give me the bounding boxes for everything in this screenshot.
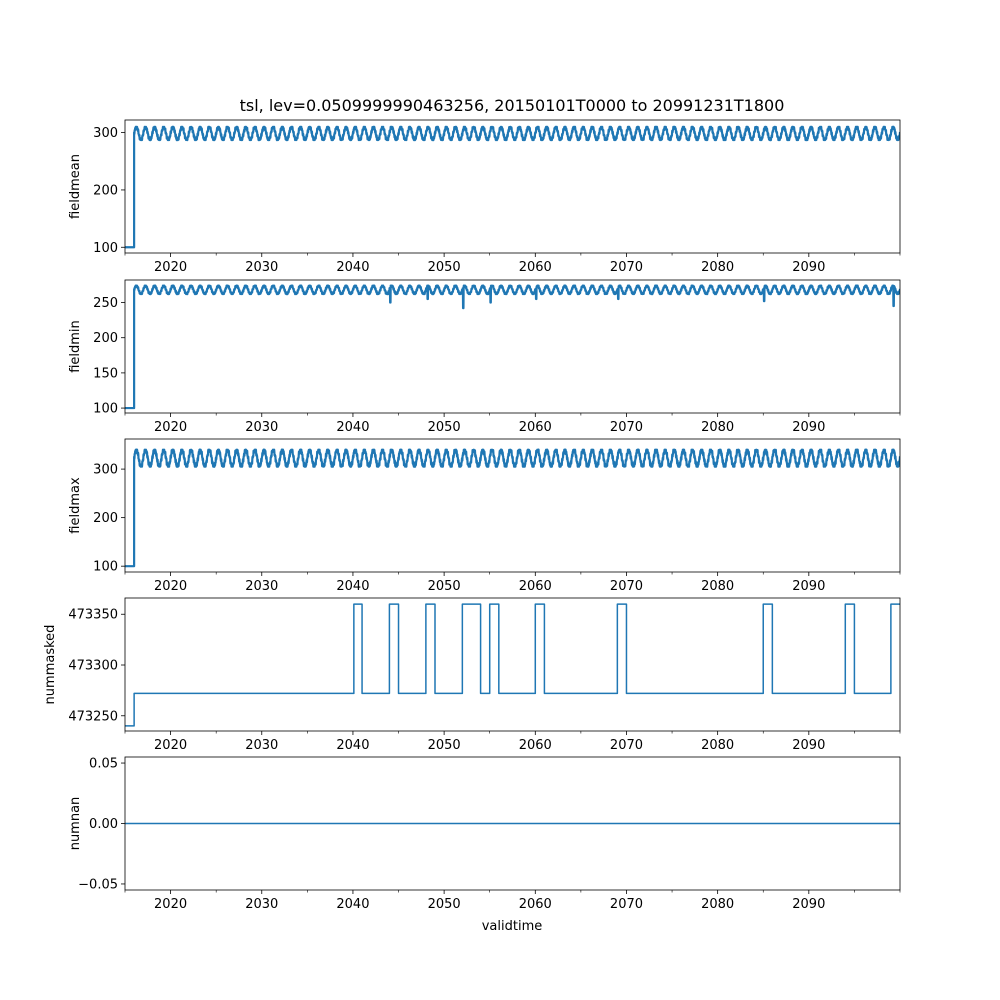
- x-tick-label: 2040: [336, 738, 370, 753]
- panel-fieldmin: [68, 280, 900, 435]
- x-tick-label: 2040: [336, 260, 370, 275]
- x-tick-label: 2050: [427, 260, 461, 275]
- x-tick-label: 2020: [154, 897, 188, 912]
- x-tick-label: 2040: [336, 420, 370, 435]
- x-tick-label: 2080: [701, 579, 735, 594]
- x-tick-label: 2080: [701, 260, 735, 275]
- y-axis-label-numnan: numnan: [68, 796, 83, 851]
- panel-fieldmax: [68, 439, 900, 594]
- x-tick-label: 2050: [427, 738, 461, 753]
- y-tick-label: 473300: [68, 658, 118, 674]
- y-tick-label: 300: [93, 126, 118, 142]
- x-tick-label: 2020: [154, 260, 188, 275]
- x-tick-label: 2050: [427, 420, 461, 435]
- y-tick-label: 300: [93, 462, 118, 478]
- plot-area-fieldmax: [125, 450, 900, 566]
- x-tick-label: 2080: [701, 738, 735, 753]
- x-tick-label: 2080: [701, 420, 735, 435]
- x-tick-label: 2060: [518, 420, 552, 435]
- y-tick-label: 200: [93, 183, 118, 199]
- series-line-fieldmean: [125, 127, 900, 247]
- x-tick-label: 2070: [609, 420, 644, 435]
- x-tick-label: 2060: [518, 897, 552, 912]
- y-tick-label: 473350: [68, 607, 118, 623]
- x-tick-label: 2090: [792, 579, 826, 594]
- x-tick-label: 2070: [609, 738, 644, 753]
- y-tick-label: 200: [93, 511, 118, 527]
- x-tick-label: 2090: [792, 738, 826, 753]
- y-axis-label-fieldmax: fieldmax: [68, 477, 83, 534]
- x-tick-label: 2060: [518, 579, 552, 594]
- x-tick-label: 2060: [518, 738, 552, 753]
- chart-title: tsl, lev=0.0509999990463256, 20150101T0000 to 20991231T1800: [239, 96, 785, 115]
- x-tick-label: 2020: [154, 420, 188, 435]
- x-tick-label: 2040: [336, 897, 370, 912]
- series-line-fieldmin: [125, 286, 900, 408]
- panel-numnan: [68, 757, 900, 912]
- axes-frame-fieldmin: [125, 280, 900, 413]
- y-axis-label-fieldmean: fieldmean: [68, 154, 83, 219]
- x-tick-label: 2090: [792, 420, 826, 435]
- x-tick-label: 2070: [609, 260, 644, 275]
- y-tick-label: 100: [93, 401, 118, 417]
- x-tick-label: 2020: [154, 738, 188, 753]
- panel-fieldmean: [68, 120, 900, 275]
- y-tick-label: 100: [93, 559, 118, 575]
- y-tick-label: 0.05: [89, 756, 118, 772]
- x-tick-label: 2020: [154, 579, 188, 594]
- x-tick-label: 2050: [427, 579, 461, 594]
- x-tick-label: 2030: [245, 260, 279, 275]
- series-line-fieldmax: [125, 450, 900, 566]
- axes-frame-nummasked: [125, 598, 900, 731]
- y-axis-label-fieldmin: fieldmin: [68, 320, 83, 373]
- x-tick-label: 2070: [609, 897, 644, 912]
- x-tick-label: 2030: [245, 897, 279, 912]
- y-tick-label: 0.00: [89, 817, 118, 832]
- x-tick-label: 2060: [518, 260, 552, 275]
- panel-nummasked: [43, 598, 900, 753]
- series-line-nummasked: [125, 604, 900, 726]
- y-tick-label: 200: [93, 331, 118, 347]
- y-axis-label-nummasked: nummasked: [43, 624, 58, 705]
- x-tick-label: 2050: [427, 897, 461, 912]
- x-tick-label: 2030: [245, 738, 279, 753]
- x-tick-label: 2040: [336, 579, 370, 594]
- plot-area-nummasked: [125, 604, 900, 726]
- x-tick-label: 2070: [609, 579, 644, 594]
- x-tick-label: 2030: [245, 579, 279, 594]
- y-tick-label: 250: [93, 296, 118, 312]
- x-tick-label: 2030: [245, 420, 279, 435]
- y-tick-label: 150: [93, 366, 118, 382]
- x-tick-label: 2090: [792, 260, 826, 275]
- plot-area-fieldmean: [125, 127, 900, 247]
- y-tick-label: 100: [93, 240, 118, 256]
- y-tick-label: 473250: [68, 709, 118, 725]
- x-tick-label: 2090: [792, 897, 826, 912]
- y-tick-label: −0.05: [78, 877, 118, 893]
- x-tick-label: 2080: [701, 897, 735, 912]
- plot-area-fieldmin: [125, 286, 900, 408]
- x-axis-label: validtime: [481, 919, 543, 934]
